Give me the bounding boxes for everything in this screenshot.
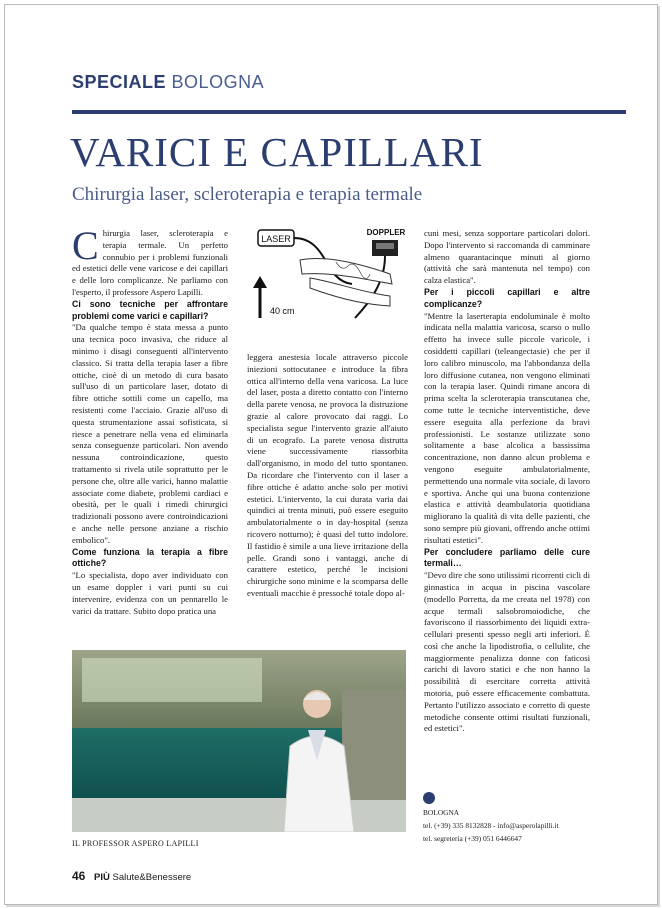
distance-label: 40 cm [270,306,295,316]
contact-block [423,792,559,845]
arrow-head [253,276,267,288]
answer-2: "Lo specialista, dopo aver individuato con un esame doppler i vari punti su cui intervenire, evidenza con un pennarello le varici da trattare. Subito dopo pratica una [72,570,228,616]
column-3-para-1: cuni mesi, senza sopportare particolari dolori. Dopo l'intervento si raccomanda di camminare almeno quarantacinque minuti al giorno (attività che sarà mantenuta nel tempo) con calza elastica". [424,228,590,286]
leg-outline-2 [310,278,390,306]
question-3: Per i piccoli capillari e altre complicanze? [424,286,590,309]
window-band [82,658,262,702]
pool-edge [72,798,406,832]
column-2 [247,352,408,600]
contact-city: BOLOGNA [423,808,460,817]
article-subtitle: Chirurgia laser, scleroterapia e terapia termale [72,184,423,205]
article-title: VARICI E CAPILLARI [70,129,484,175]
professor-photo [72,650,406,832]
doppler-screen [376,243,394,249]
drop-cap: C [72,223,99,268]
column-3 [424,228,590,735]
column-2-text: leggera anestesia locale attraverso piccole iniezioni sottocutanee e introduce la fibra ottica all'interno della vena varicosa. La luce del laser, posta a diretto contatto con l'interno della parete venosa, ne provoca la distruzione grazie al calore provocato dai raggi. Lo specialista segue l'intervento grazie all'aiuto di un ecografo. La parete venosa distrutta viene successivamente riassorbita dall'organismo, in modo del tutto spontaneo. Da ricordare che l'intervento con il laser a fibre ottiche è adatto anche solo per motivi estetici. L'intervento, la cui durata varia dai quindici ai trenta minuti, può essere eseguito ambulatorialmente o in day-hospital (senza ricovero notturno); è quasi del tutto indolore. Il fastidio è simile a una lieve irritazione della pelle. Grandi sono i vantaggi, anche di carattere estetico, perché le incisioni chirurgiche sono minime e la scomparsa delle eventuali macchie è pressoché totale dopo al- [247,352,408,598]
intro-text: hirurgia laser, scleroterapia e terapia termale. Un perfetto connubio per i problemi funzionali ed estetici delle vene varicose e dei capillari e delle loro complicanze. Ne parliamo con l'esperto, il professore Aspero Lapilli. [72,228,228,297]
laser-doppler-diagram [240,222,416,344]
contact-tel-1: tel. (+39) 335 8132828 - info@asperolapilli.it [423,821,559,830]
column-1 [72,223,228,617]
doppler-label: DOPPLER [366,228,406,237]
section-city: BOLOGNA [171,72,265,92]
page-footer [72,869,191,883]
question-2: Come funziona la terapia a fibre ottiche? [72,546,228,569]
photo-caption: IL PROFESSOR ASPERO LAPILLI [72,839,199,848]
laser-label: LASER [261,234,291,244]
question-4: Per concludere parliamo delle cure termali… [424,546,590,569]
magazine-name: Salute&Benessere [112,872,192,883]
answer-3: "Mentre la laserterapia endoluminale è molto indicata nella malattia varicosa, scarso o nullo effetto ha invece sulle piccole varicole, i cosiddetti capillari (teleangectasie) che per il loro calibro minuscolo, ma l'abbondanza della loro diffusione cutanea, non vengono eliminati con la terapia laser. Quindi rimane ancora di prima scelta la scleroterapia transcutanea che, come tutte le tecniche interventistiche, deve essere eseguita alla perfezione da bravi professionisti. Le sostanze utilizzate sono solitamente a base alcolica a bassissima concentrazione, non danno alcun problema e vengono eseguite ambulatorialmente, permettendo una normale vita sociale, di lavoro e sportiva. Anche qui una buona contenzione elastica e attività deambulatoria quotidiana migliorano la qualità di vita delle pazienti, che sono sempre più giovani, offrendo anche ottimi risultati estetici". [424,310,590,545]
contact-tel-2: tel. segreteria (+39) 051 6446647 [423,834,522,843]
logo-circle-icon [423,792,435,804]
page-number: 46 [72,869,86,883]
section-label [72,72,264,93]
question-1: Ci sono tecniche per affrontare problemi come varici e capillari? [72,298,228,321]
section-strong: SPECIALE [72,72,167,92]
header-rule [72,110,626,114]
magazine-brand: PIÙ [94,872,110,883]
pillar [342,690,406,800]
answer-1: "Da qualche tempo è stata messa a punto una tecnica poco invasiva, che riduce al minimo i disagi conseguenti all'intervento classico. Si tratta della terapia laser a fibre ottiche, cioè di un metodo di cura basato sull'uso di un particolare laser, dotato di fibre ottiche sottili come un capello, ma resistenti come l'acciaio. Grazie all'uso di questa strumentazione assai sofisticata, si riesce a penetrare nella vena ed eliminarla senza conseguenze particolari. Non avendo nessuna controindicazione, questo trattamento si rivela utile soprattutto per le persone che, oltre alle varici, hanno malattie associate come diabete, problemi cardiaci e obesità, per le quali i rimedi chirurgici tradizionali possono avere controindicazioni e anche nelle persone anziane a rischio embolico". [72,322,228,545]
answer-4: "Devo dire che sono utilissimi ricorrenti cicli di ginnastica in acqua in piscina vascolare (modello Porretta, da me creata nel 1978) con acque termali salsobromoiodiche, che favoriscono il riassorbimento dei liquidi extra-cellulari presenti spesso negli arti inferiori. È così che anche la lipodistrofia, o cellulite, che maggiormente penalizza donne con faticosi carichi di lavoro statici e che non hanno la possibilità di esercitare corretta attività motoria, può essere efficacemente combattuta. Pertanto l'utilizzo associato e corretto di queste metodiche consente ottimi risultati funzionali, ed estetici". [424,570,590,734]
